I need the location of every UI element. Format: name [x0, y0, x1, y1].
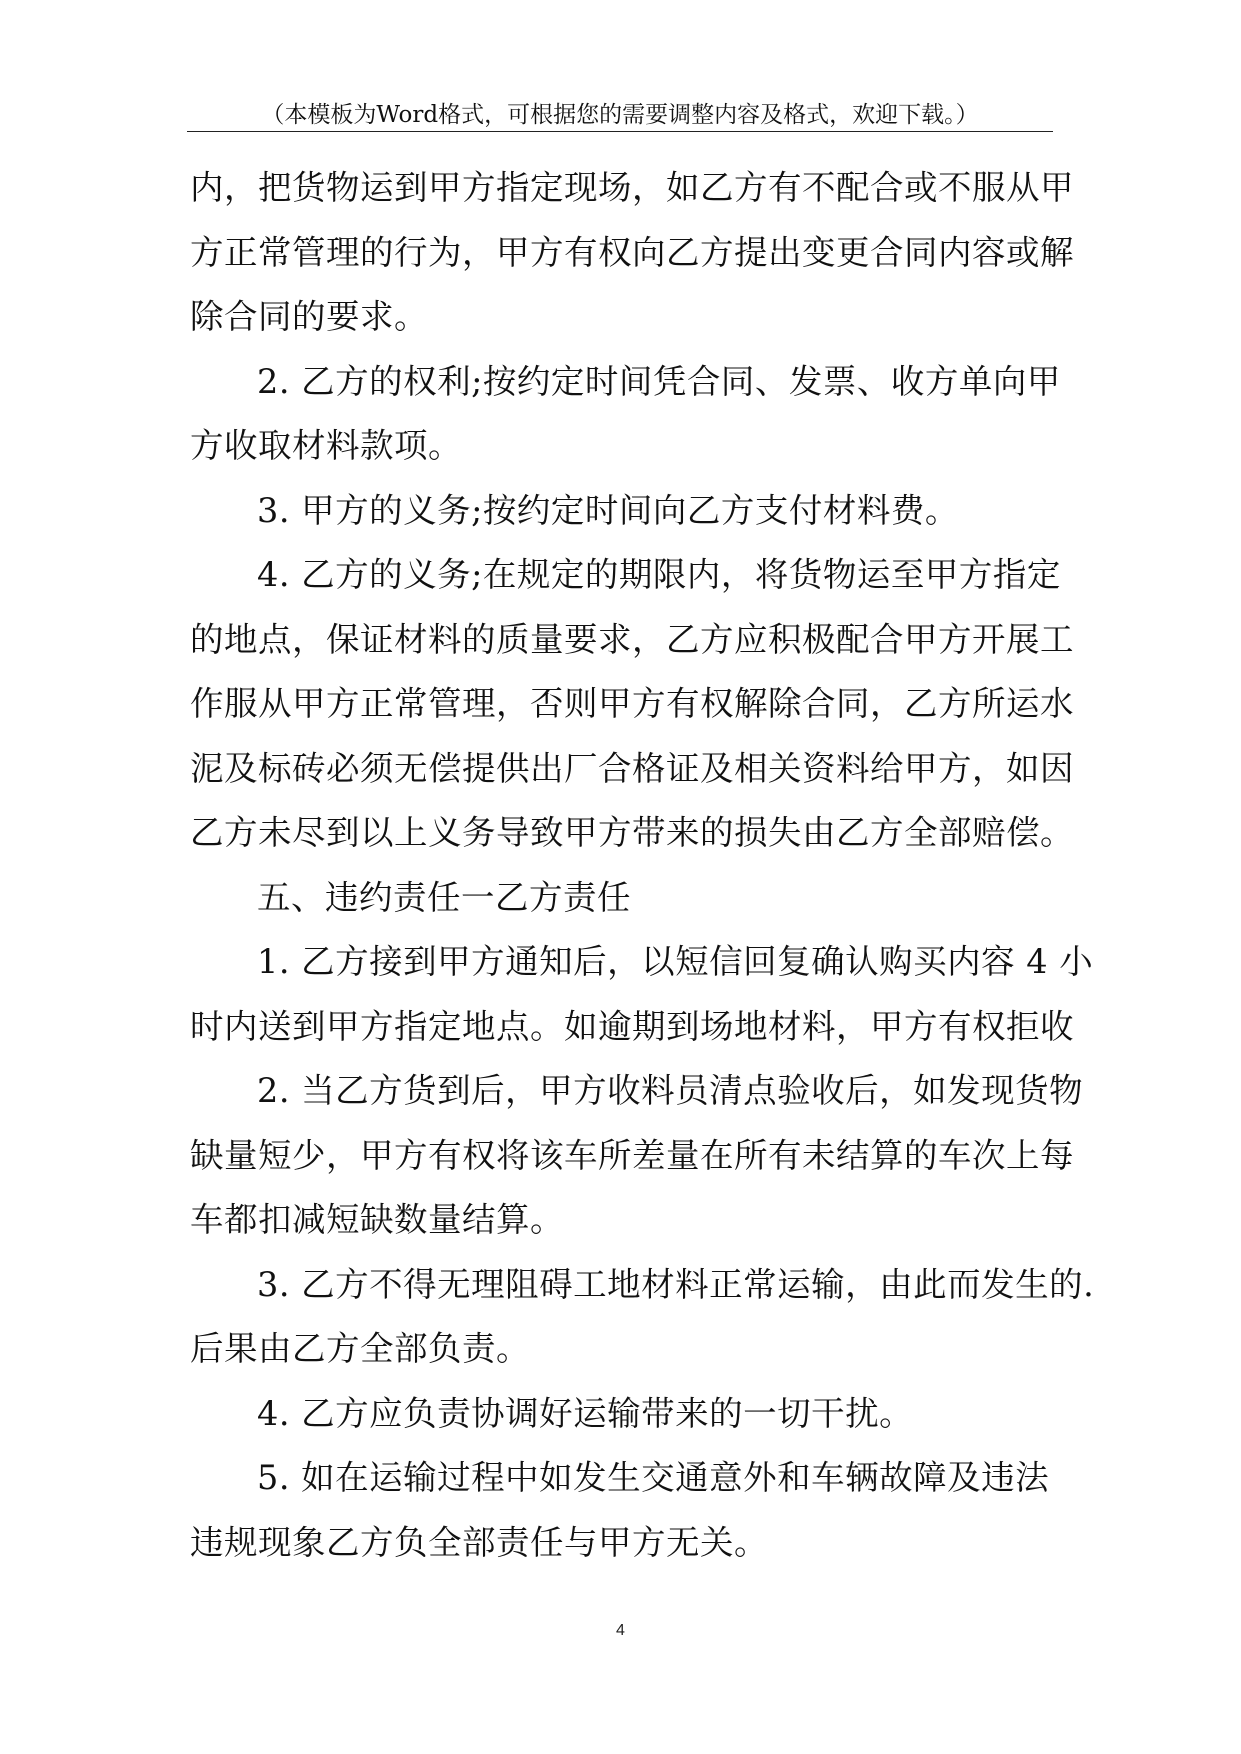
clause-2-first-line: 2. 乙方的权利;按约定时间凭合同、发票、收方单向甲 — [257, 361, 1061, 401]
header-divider — [187, 131, 1053, 132]
liability-clause-4-line: 4. 乙方应负责协调好运输带来的一切干扰。 — [257, 1393, 914, 1433]
body-line: 内，把货物运到甲方指定现场，如乙方有不配合或不服从甲 — [190, 168, 1074, 207]
liability-clause-3-first-line: 3. 乙方不得无理阻碍工地材料正常运输，由此而发生的. — [257, 1264, 1095, 1304]
clause-4-first-line: 4. 乙方的义务;在规定的期限内，将货物运至甲方指定 — [257, 555, 1061, 594]
liability-clause-2-first-line: 2. 当乙方货到后，甲方收料员清点验收后，如发现货物 — [257, 1071, 1084, 1110]
liability-clause-5-first-line: 5. 如在运输过程中如发生交通意外和车辆故障及违法 — [257, 1458, 1050, 1497]
body-line: 缺量短少，甲方有权将该车所差量在所有未结算的车次上每 — [190, 1135, 1074, 1175]
body-line: 违规现象乙方负全部责任与甲方无关。 — [190, 1522, 768, 1562]
body-line: 后果由乙方全部负责。 — [190, 1329, 530, 1368]
body-line: 除合同的要求。 — [190, 297, 428, 336]
template-note-header: （本模板为Word格式，可根据您的需要调整内容及格式，欢迎下载。） — [261, 102, 979, 128]
body-line: 方收取材料款项。 — [190, 426, 462, 465]
section-heading-liability: 五、违约责任一乙方责任 — [257, 877, 631, 917]
body-line: 泥及标砖必须无偿提供出厂合格证及相关资料给甲方，如因 — [190, 748, 1074, 788]
page-number: 4 — [616, 1622, 625, 1639]
liability-clause-1-first-line: 1. 乙方接到甲方通知后，以短信回复确认购买内容 4 小 — [257, 942, 1094, 981]
body-line: 方正常管理的行为，甲方有权向乙方提出变更合同内容或解 — [190, 232, 1074, 272]
clause-3-line: 3. 甲方的义务;按约定时间向乙方支付材料费。 — [257, 490, 959, 530]
body-line: 作服从甲方正常管理，否则甲方有权解除合同，乙方所运水 — [190, 684, 1074, 723]
body-line: 车都扣减短缺数量结算。 — [190, 1200, 564, 1239]
body-line: 时内送到甲方指定地点。如逾期到场地材料，甲方有权拒收 — [190, 1006, 1074, 1046]
document-body — [190, 156, 1095, 1575]
body-line: 的地点，保证材料的质量要求，乙方应积极配合甲方开展工 — [190, 619, 1074, 659]
body-line: 乙方未尽到以上义务导致甲方带来的损失由乙方全部赔偿。 — [190, 813, 1074, 852]
